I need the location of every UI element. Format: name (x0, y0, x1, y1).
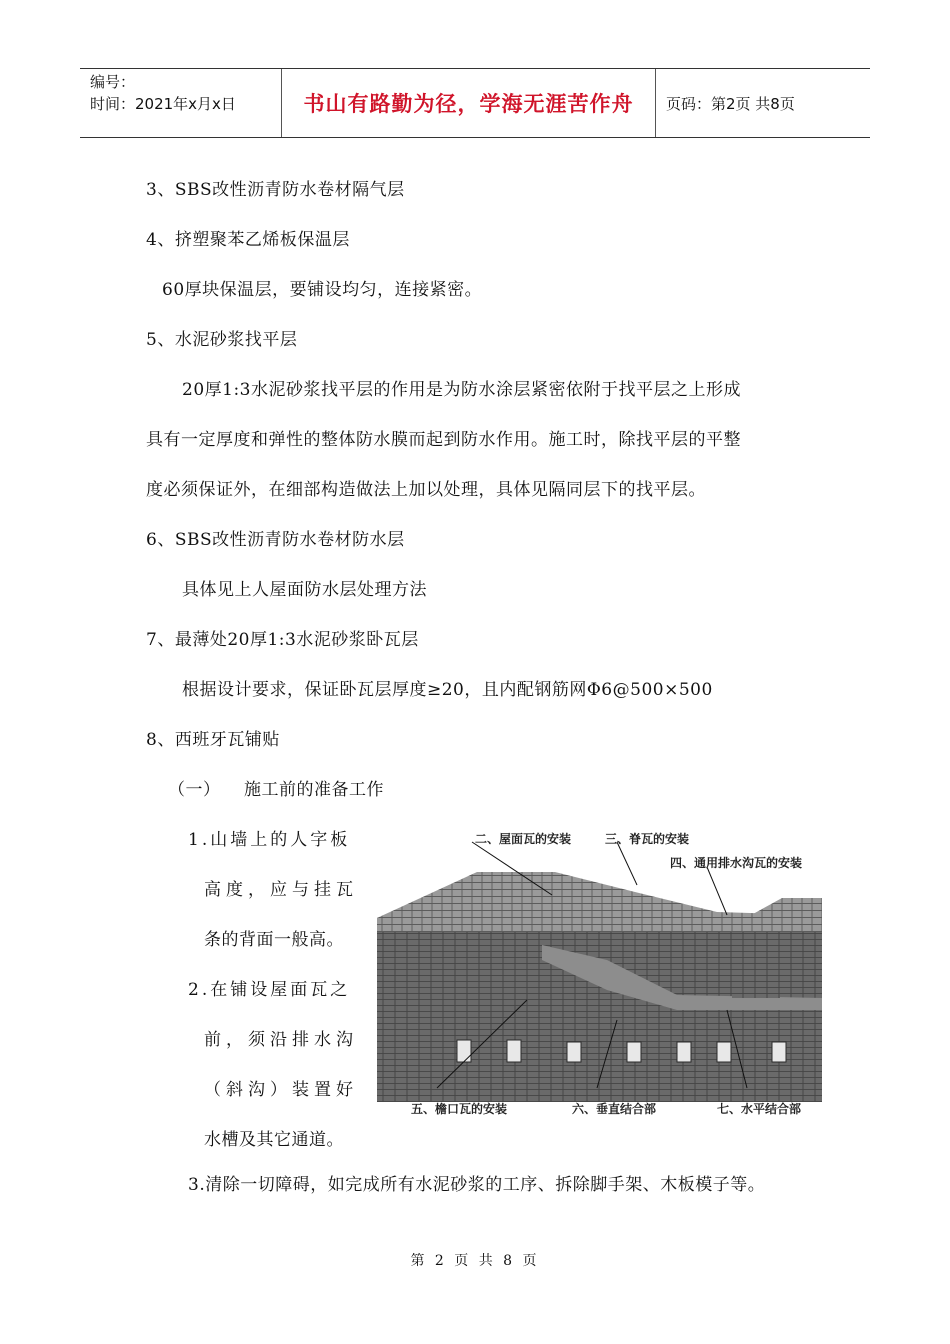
header-motto: 书山有路勤为径，学海无涯苦作舟 (282, 69, 656, 137)
step-2-line4: 水槽及其它通道。 (204, 1130, 344, 1150)
step-2-line1: 2.在铺设屋面瓦之 (188, 980, 351, 1000)
caption-ridge-tile: 三、脊瓦的安装 (605, 832, 690, 846)
section-5-heading: 5、水泥砂浆找平层 (146, 330, 298, 350)
step-1-line1: 1.山墙上的人字板 (188, 830, 351, 850)
section-5-paragraph-line2: 具有一定厚度和弹性的整体防水膜而起到防水作用。施工时，除找平层的平整 (146, 430, 741, 450)
number-label: 编号： (90, 73, 136, 91)
step-2-line2: 前，须沿排水沟 (204, 1030, 358, 1050)
section-5-paragraph-line1: 20厚1:3水泥砂浆找平层的作用是为防水涂层紧密依附于找平层之上形成 (182, 380, 741, 400)
time-label: 时间：2021年x月x日 (90, 95, 236, 113)
section-7-text: 根据设计要求，保证卧瓦层厚度≥20，且内配钢筋网Φ6@500×500 (182, 680, 713, 700)
section-3-heading: 3、SBS改性沥青防水卷材隔气层 (146, 180, 405, 200)
section-4-heading: 4、挤塑聚苯乙烯板保温层 (146, 230, 350, 250)
section-6-heading: 6、SBS改性沥青防水卷材防水层 (146, 530, 405, 550)
caption-horizontal-joint: 七、水平结合部 (717, 1102, 802, 1116)
page-footer: 第 2 页 共 8 页 (410, 1253, 540, 1269)
roof-installation-photo (377, 820, 822, 1118)
caption-vertical-joint: 六、垂直结合部 (572, 1102, 657, 1116)
page-info: 页码：第2页 共8页 (666, 94, 795, 113)
section-5-paragraph-line3: 度必须保证外，在细部构造做法上加以处理，具体见隔同层下的找平层。 (146, 480, 706, 500)
subsection-heading: 施工前的准备工作 (244, 780, 384, 800)
step-1-line3: 条的背面一般高。 (204, 930, 344, 950)
section-8-heading: 8、西班牙瓦铺贴 (146, 730, 280, 750)
caption-eave-tile: 五、檐口瓦的安装 (411, 1102, 508, 1116)
header-meta (80, 69, 282, 137)
subsection-number: （一） (168, 780, 221, 800)
step-1-line2: 高度，应与挂瓦 (204, 880, 358, 900)
step-3: 3.清除一切障碍，如完成所有水泥砂浆的工序、拆除脚手架、木板模子等。 (188, 1175, 766, 1195)
section-6-text: 具体见上人屋面防水层处理方法 (182, 580, 427, 600)
caption-drain-tile: 四、通用排水沟瓦的安装 (670, 856, 803, 870)
section-7-heading: 7、最薄处20厚1:3水泥砂浆卧瓦层 (146, 630, 419, 650)
caption-roof-tile: 二、屋面瓦的安装 (475, 832, 572, 846)
step-2-line3: （斜沟）装置好 (204, 1080, 358, 1100)
section-4-text: 60厚块保温层，要铺设均匀，连接紧密。 (162, 280, 483, 300)
page-header (80, 68, 870, 138)
